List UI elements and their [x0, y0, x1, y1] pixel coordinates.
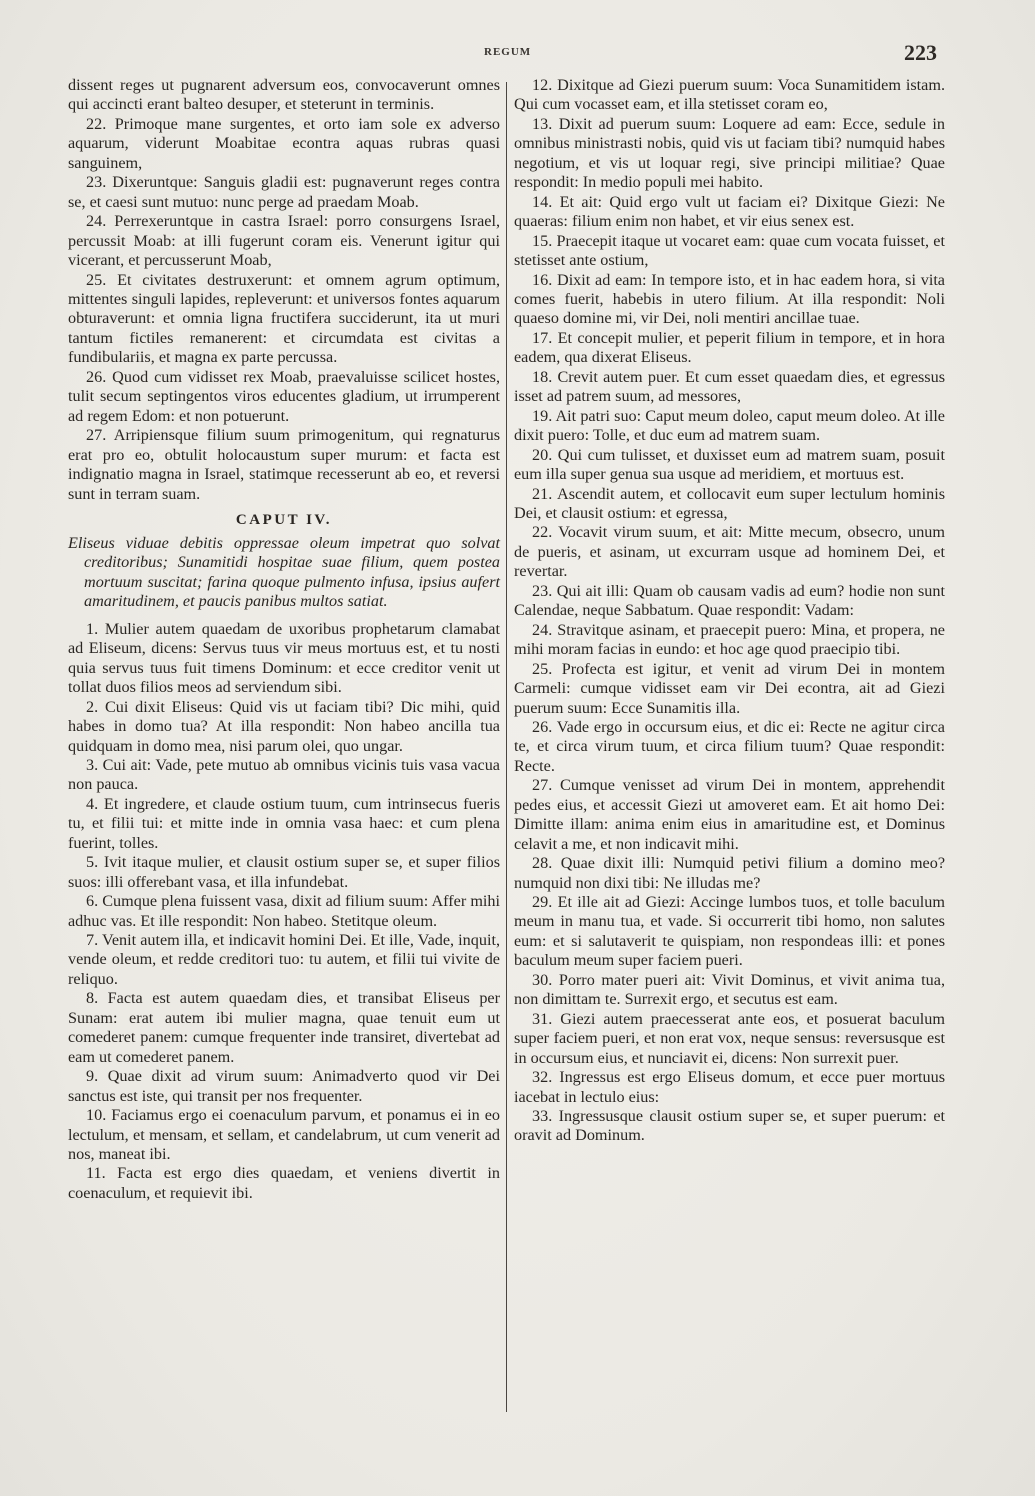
- verse-paragraph: 24. Stravitque asinam, et praecepit puero: Mina, et propera, ne mihi moram facias in eundo: et hoc age quod praecipio tibi.: [514, 620, 945, 659]
- verse-paragraph: 6. Cumque plena fuissent vasa, dixit ad filium suum: Affer mihi adhuc vas. Et ille respondit: Non habeo. Stetitque oleum.: [68, 892, 500, 930]
- page-number: 223: [904, 40, 937, 65]
- verse-paragraph: 11. Facta est ergo dies quaedam, et veniens divertit in coenaculum, et requievit ibi.: [68, 1164, 500, 1202]
- chapter-summary: Eliseus viduae debitis oppressae oleum impetrat quo solvat creditoribus; Sunamitidi hospitae suae filium, quem postea mortuum suscitat; farina quoque pulmento infusa, ipsius aufert amaritudinem, et paucis panibus multos satiat.: [68, 533, 500, 611]
- verse-paragraph: 30. Porro mater pueri ait: Vivit Dominus, et vivit anima tua, non dimittam te. Surrexit ergo, et secutus est eam.: [514, 970, 945, 1009]
- verse-paragraph: 22. Vocavit virum suum, et ait: Mitte mecum, obsecro, unum de pueris, et asinam, ut excurram usque ad hominem Dei, et revertar.: [514, 523, 945, 581]
- verse-paragraph: 20. Qui cum tulisset, et duxisset eum ad matrem suam, posuit eum illa super genua sua usque ad meridiem, et mortuus est.: [514, 445, 945, 484]
- verse-paragraph: 28. Quae dixit illi: Numquid petivi filium a domino meo? numquid non dixi tibi: Ne illudas me?: [514, 854, 945, 892]
- verse-paragraph: 33. Ingressusque clausit ostium super se, et super puerum: et oravit ad Dominum.: [514, 1107, 945, 1145]
- chapter-title: CAPUT IV.: [235, 511, 333, 528]
- verse-paragraph: 25. Profecta est igitur, et venit ad virum Dei in montem Carmeli: cumque vidisset eam vir Dei econtra, ait ad Giezi puerum suum: Ecce Sunamitis illa.: [514, 659, 945, 717]
- left-column: [68, 76, 500, 1203]
- verse-paragraph: 12. Dixitque ad Giezi puerum suum: Voca Sunamitidem istam. Qui cum vocasset eam, et illa stetisset coram eo,: [514, 76, 945, 114]
- verse-paragraph: 9. Quae dixit ad virum suum: Animadverto quod vir Dei sanctus est iste, qui transit per nos frequenter.: [68, 1067, 500, 1105]
- verse-paragraph: 29. Et ille ait ad Giezi: Accinge lumbos tuos, et tolle baculum meum in manu tua, et vade. Si occurrerit tibi homo, non salutes eum: et si salutaverit te quispiam, non respondeas illi: et pones baculum meum super faciem pueri.: [514, 893, 945, 970]
- verse-paragraph: 27. Arripiensque filium suum primogenitum, qui regnaturus erat pro eo, obtulit holocaustum super murum: et facta est indignatio magna in Israel, statimque recesserunt ab eo, et reversi sunt in terram suam.: [68, 426, 500, 503]
- verse-paragraph: 31. Giezi autem praecesserat ante eos, et posuerat baculum super faciem pueri, et non erat vox, neque sensus: reversusque est in occursum eius, et nunciavit ei, dicens: Non surrexit puer.: [514, 1009, 945, 1067]
- verse-paragraph: 26. Vade ergo in occursum eius, et dic ei: Recte ne agitur circa te, et circa virum tuum, et circa filium tuum? Quae respondit: Recte.: [514, 717, 945, 775]
- verse-paragraph: 14. Et ait: Quid ergo vult ut faciam ei? Dixitque Giezi: Ne quaeras: filium enim non habet, et vir eius senex est.: [514, 192, 945, 231]
- verse-paragraph: 18. Crevit autem puer. Et cum esset quaedam dies, et egressus isset ad patrem suum, ad messores,: [514, 367, 945, 406]
- verse-paragraph: 2. Cui dixit Eliseus: Quid vis ut faciam tibi? Dic mihi, quid habes in domo tua? At illa respondit: Non habeo ancilla tua quidquam in domo mea, nisi parum olei, quo ungar.: [68, 697, 500, 755]
- verse-paragraph: 27. Cumque venisset ad virum Dei in montem, apprehendit pedes eius, et accessit Giezi ut amoveret eam. Et ait homo Dei: Dimitte illam: anima enim eius in amaritudine est, et Dominus celavit a me, et non indicavit mihi.: [514, 776, 945, 853]
- verse-paragraph: 16. Dixit ad eam: In tempore isto, et in hac eadem hora, si vita comes fuerit, habebis in utero filium. At illa respondit: Noli quaeso domine mi, vir Dei, noli mentiri ancillae tuae.: [514, 270, 945, 328]
- verse-paragraph: 26. Quod cum vidisset rex Moab, praevaluisse scilicet hostes, tulit secum septingentos viros educentes gladium, ut irrumperent ad regem Edom: et non potuerunt.: [68, 367, 500, 425]
- right-column: [514, 76, 945, 1146]
- verse-paragraph: dissent reges ut pugnarent adversum eos, convocaverunt omnes qui accincti erant balteo desuper, et steterunt in terminis.: [68, 76, 500, 114]
- verse-paragraph: 22. Primoque mane surgentes, et orto iam sole ex adverso aquarum, viderunt Moabitae econtra aquas rubras quasi sanguinem,: [68, 114, 500, 172]
- verse-paragraph: 7. Venit autem illa, et indicavit homini Dei. Et ille, Vade, inquit, vende oleum, et redde creditori tuo: tu autem, et filii tui vivite de reliquo.: [68, 931, 500, 988]
- verse-paragraph: 13. Dixit ad puerum suum: Loquere ad eam: Ecce, sedule in omnibus ministrasti nobis, quid vis ut faciam tibi? numquid habes negotium, et vis ut loquar regi, sive principi militiae? Quae respondit: In medio populi mei habito.: [514, 114, 945, 192]
- verse-paragraph: 21. Ascendit autem, et collocavit eum super lectulum hominis Dei, et clausit ostium: et egressa,: [514, 484, 945, 522]
- verse-paragraph: 32. Ingressus est ergo Eliseus domum, et ecce puer mortuus iacebat in lectulo eius:: [514, 1068, 945, 1106]
- verse-paragraph: 19. Ait patri suo: Caput meum doleo, caput meum doleo. At ille dixit puero: Tolle, et duc eum ad matrem suam.: [514, 406, 945, 445]
- verse-paragraph: 17. Et concepit mulier, et peperit filium in tempore, et in hora eadem, qua dixerat Eliseus.: [514, 328, 945, 367]
- verse-paragraph: 3. Cui ait: Vade, pete mutuo ab omnibus vicinis tuis vasa vacua non pauca.: [68, 755, 500, 794]
- verse-paragraph: 4. Et ingredere, et claude ostium tuum, cum intrinsecus fueris tu, et filii tui: et mitte inde in omnia vasa haec: et cum plena fuerint, tolles.: [68, 794, 500, 852]
- verse-paragraph: 8. Facta est autem quaedam dies, et transibat Eliseus per Sunam: erat autem ibi mulier magna, quae tenuit eum ut comederet panem: cumque frequenter inde transiret, divertebat ad eam ut comederet panem.: [68, 989, 500, 1066]
- verse-paragraph: 25. Et civitates destruxerunt: et omnem agrum optimum, mittentes singuli lapides, repleverunt: et universos fontes aquarum obturaverunt: et omnia ligna fructifera succiderunt, ita ut muri tantum fictiles remanerent: et circumdata est civitas a fundibulariis, et magna ex parte percussa.: [68, 270, 500, 367]
- running-head: REGUM: [484, 46, 532, 58]
- verse-paragraph: 24. Perrexeruntque in castra Israel: porro consurgens Israel, percussit Moab: at illi fugerunt coram eis. Venerunt igitur qui vicerant, et percusserunt Moab,: [68, 212, 500, 270]
- verse-paragraph: 5. Ivit itaque mulier, et clausit ostium super se, et super filios suos: illi offerebant vasa, et illa infundebat.: [68, 853, 500, 891]
- column-divider: [506, 82, 507, 1412]
- verse-paragraph: 10. Faciamus ergo ei coenaculum parvum, et ponamus ei in eo lectulum, et mensam, et sellam, et candelabrum, ut cum venerit ad nos, maneat ibi.: [68, 1106, 500, 1164]
- verse-paragraph: 1. Mulier autem quaedam de uxoribus prophetarum clamabat ad Eliseum, dicens: Servus tuus vir meus mortuus est, et tu nosti quia servus tuus fuit timens Dominum: et ecce creditor venit ut tollat duos filios meos ad serviendum sibi.: [68, 619, 500, 697]
- verse-paragraph: 23. Qui ait illi: Quam ob causam vadis ad eum? hodie non sunt Calendae, neque Sabbatum. Quae respondit: Vadam:: [514, 581, 945, 620]
- verse-paragraph: 15. Praecepit itaque ut vocaret eam: quae cum vocata fuisset, et stetisset ante ostium,: [514, 231, 945, 270]
- verse-paragraph: 23. Dixeruntque: Sanguis gladii est: pugnaverunt reges contra se, et caesi sunt mutuo: nunc perge ad praedam Moab.: [68, 173, 500, 211]
